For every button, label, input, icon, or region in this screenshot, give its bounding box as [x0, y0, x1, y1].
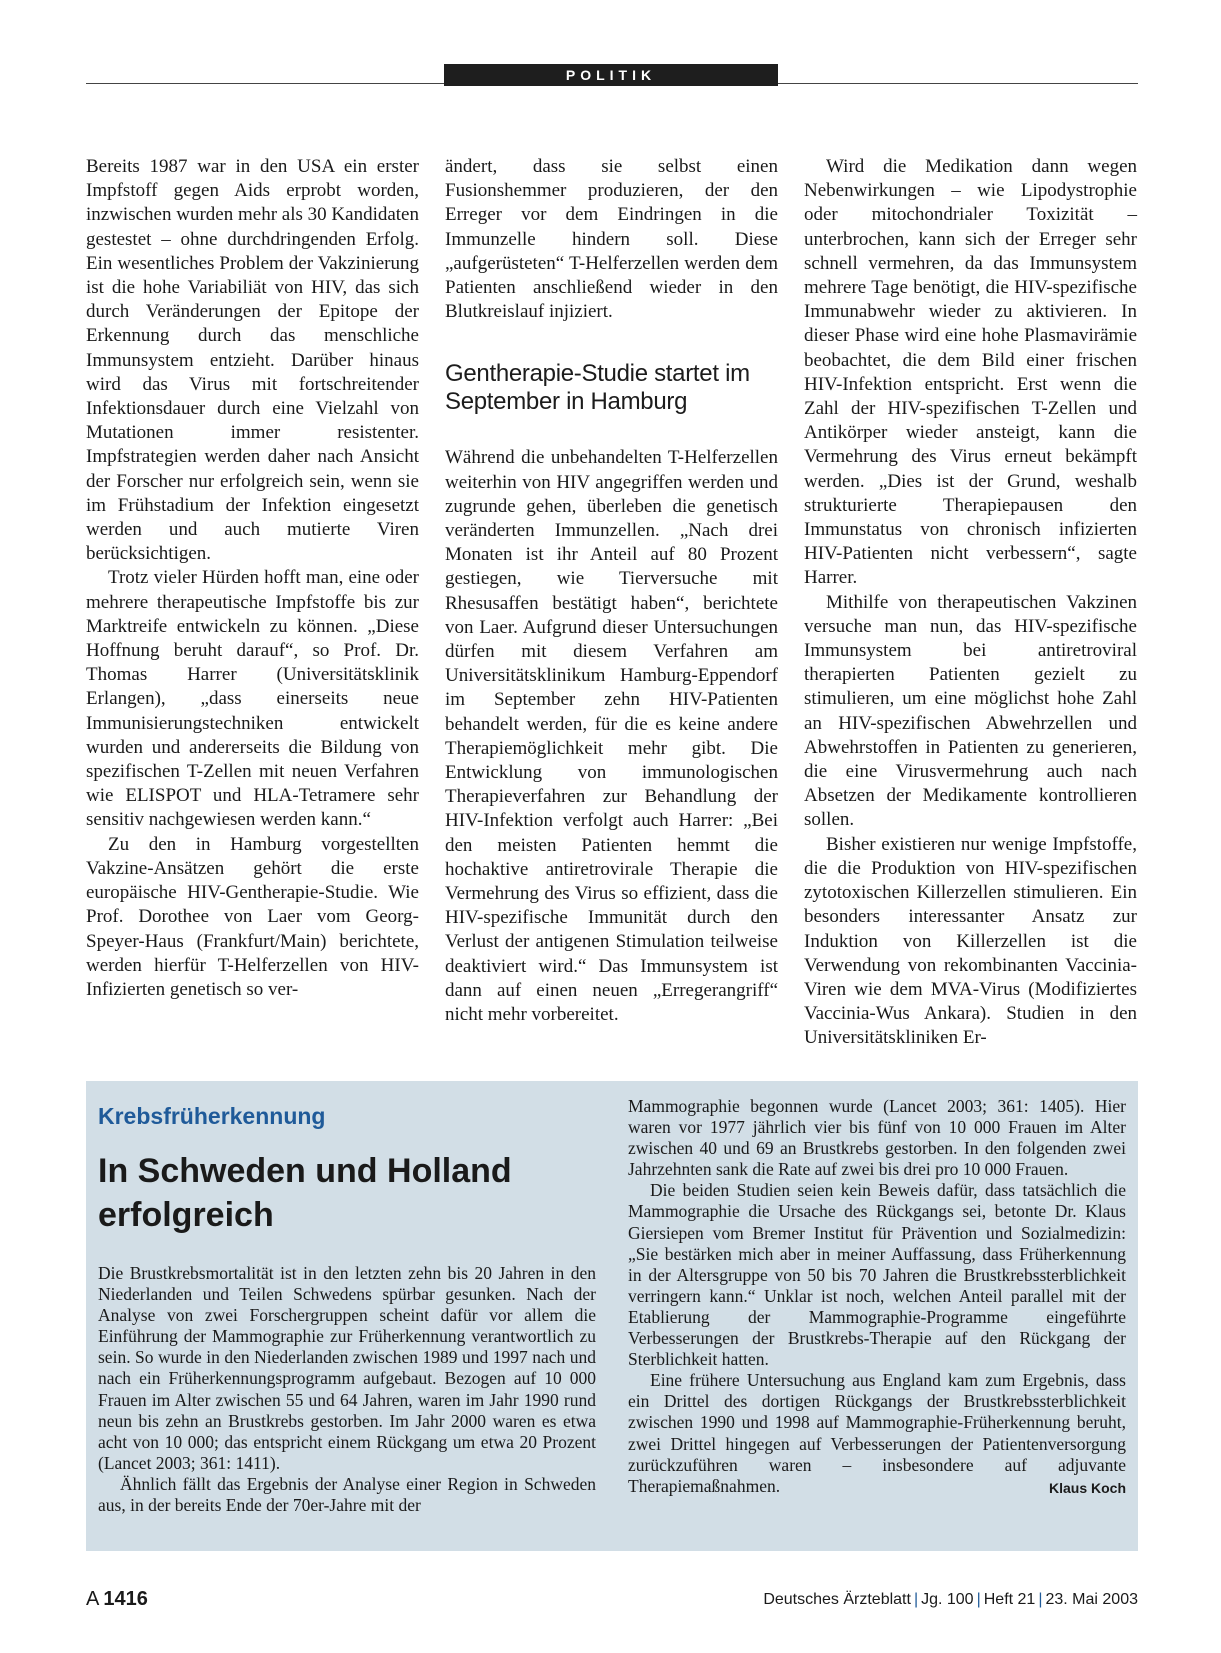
- article-column-1: [86, 155, 419, 1002]
- journal-issue: Heft 21: [983, 1591, 1036, 1608]
- paragraph: Trotz vieler Hürden hofft man, eine oder mehrere therapeutische Impfstoffe bis zur Marktreife entwickeln zu können. „Diese Hoffnung beruht darauf“, so Prof. Dr. Thomas Harrer (Universitätsklinik Erlangen), „dass einerseits neue Immunisierungstechniken entwickelt wurden und andererseits die Bildung von spezifischen T-Zellen mit neuen Verfahren wie ELISPOT und HLA-Tetramere sehr sensitiv nachgewiesen werden kann.“: [86, 567, 419, 831]
- page-number: [86, 1588, 148, 1611]
- paragraph: Wird die Medikation dann wegen Nebenwirkungen – wie Lipodystrophie oder mitochondrialer Toxizität – unterbrochen, kann sich der Erreger sehr schnell vermehren, da das Immunsystem mehrere Tage benötigt, die HIV-spezifische Immunabwehr wieder zu aktivieren. In dieser Phase wird eine hohe Plasmavirämie beobachtet, die dem Bild einer frischen HIV-Infektion entspricht. Erst wenn die Zahl der HIV-spezifischen T-Zellen und Antikörper wieder ansteigt, kann die Vermehrung des Virus erneut bekämpft werden. „Dies ist der Grund, weshalb strukturierte Therapiepausen den Immunstatus von chronisch infizierten HIV-Patienten nicht verbessern“, sagte Harrer.: [804, 156, 1137, 589]
- section-tag: POLITIK: [444, 64, 778, 86]
- paragraph: Mammographie begonnen wurde (Lancet 2003; 361: 1405). Hier waren vor 1977 jährlich vier bis fünf von 10 000 Frauen im Alter zwischen 40 und 69 an Brustkrebs gestorben. In den folgenden zwei Jahrzehnten sank die Rate auf zwei bis drei pro 10 000 Frauen.: [628, 1096, 1126, 1180]
- paragraph-text: Eine frühere Untersuchung aus England kam zum Ergebnis, dass ein Drittel des dortigen Rückgangs der Brustkrebssterblichkeit zwischen 1990 und 1998 auf Mammographie-Früherkennung beruht, zwei Drittel hingegen auf Verbesserungen der Patientenversorgung zurückzuführen waren – insbesondere auf adjuvante Therapiemaßnahmen.: [628, 1370, 1126, 1496]
- journal-name: Deutsches Ärzteblatt: [763, 1591, 911, 1608]
- paragraph: Mithilfe von therapeutischen Vakzinen versuche man nun, das HIV-spezifische Immunsystem bei antiretroviral therapierten Patienten gezielt zu stimulieren, um eine möglichst hohe Zahl an HIV-spezifischen Abwehrzellen und Abwehrstoffen in Patienten zu generieren, die eine Virusvermehrung auch nach Absetzen der Medikamente kontrollieren sollen.: [804, 591, 1137, 831]
- paragraph: Die beiden Studien seien kein Beweis dafür, dass tatsächlich die Mammographie die Ursache des Rückgangs sei, betonte Dr. Klaus Giersiepen vom Bremer Institut für Prävention und Sozialmedizin: „Sie bestärken mich aber in meiner Auffassung, dass Früherkennung in der Altersgruppe von 50 bis 70 Jahren die Brustkrebssterblichkeit verringern kann.“ Unklar ist noch, welchen Anteil parallel mit der Etablierung der Mammographie-Programme eingeführte Verbesserungen der Brustkrebs-Therapie auf den Rückgang der Sterblichkeit hatten.: [628, 1180, 1126, 1370]
- article-column-2: [445, 155, 778, 1027]
- paragraph: Die Brustkrebsmortalität ist in den letzten zehn bis 20 Jahren in den Niederlanden und Teilen Schwedens spürbar gesunken. Nach der Analyse von zwei Forschergruppen scheint dafür vor allem die Einführung der Mammographie zur Früherkennung verantwortlich zu sein. So wurde in den Niederlanden zwischen 1989 und 1997 nach und nach ein Früherkennungsprogramm aufgebaut. Bezogen auf 10 000 Frauen im Alter zwischen 55 und 64 Jahren, waren im Jahr 1990 rund neun bis zehn an Brustkrebs gestorben. Im Jahr 2000 waren es etwa acht von 10 000; das entspricht einem Rückgang um etwa 20 Prozent (Lancet 2003; 361: 1411).: [98, 1263, 596, 1473]
- paragraph: Während die unbehandelten T-Helferzellen weiterhin von HIV angegriffen werden und zugrunde gehen, überleben die genetisch veränderten Immunzellen. „Nach drei Monaten ist ihr Anteil auf 80 Prozent gestiegen, wie Tierversuche mit Rhesusaffen bestätigt haben“, berichtete von Laer. Aufgrund dieser Untersuchungen dürfen mit diesem Verfahren am Universitätsklinikum Hamburg-Eppendorf im September zehn HIV-Patienten behandelt werden, für die es keine andere Therapiemöglichkeit mehr gibt. Die Entwicklung von immunologischen Therapieverfahren zur Behandlung der HIV-Infektion verfolgt auch Harrer: „Bei den meisten Patienten hemmt die hochaktive antiretrovirale Therapie die Vermehrung des Virus so effizient, dass die HIV-spezifische Immunität durch den Verlust der antigenen Stimulation teilweise deaktiviert wird.“ Das Immunsystem ist dann auf einen neuen „Erregerangriff“ nicht mehr vorbereitet.: [445, 447, 778, 1026]
- journal-footer: Deutsches Ärzteblatt | Jg. 100 | Heft 21 | 23. Mai 2003: [763, 1591, 1138, 1608]
- box-column-right: [628, 1096, 1126, 1499]
- box-title: In Schweden und Holland erfolgreich: [98, 1152, 512, 1234]
- paragraph: Bisher existieren nur wenige Impfstoffe, die die Produktion von HIV-spezifischen zytotoxischen Killerzellen stimulieren. Ein besonders interessanter Ansatz zur Induktion von Killerzellen ist die Verwendung von rekombinanten Vaccinia-Viren wie dem MVA-Virus (Modifiziertes Vaccinia-Wus Ankara). Studien in den Universitätskliniken Er-: [804, 833, 1137, 1049]
- paragraph: Bereits 1987 war in den USA ein erster Impfstoff gegen Aids erprobt worden, inzwischen wurden mehr als 30 Kandidaten gestestet – ohne durchdringenden Erfolg. Ein wesentliches Problem der Vakzinierung ist die hohe Variabiliät von HIV, das sich durch Veränderungen der Epitope der Erkennung durch das menschliche Immunsystem entzieht. Darüber hinaus wird das Virus mit fortschreitender Infektionsdauer durch eine Vielzahl von Mutationen immer resistenter. Impfstrategien werden daher nach Ansicht der Forscher nur erfolgreich sein, wenn sie im Frühstadium der Infektion eingesetzt werden und auch mutierte Viren berücksichtigen.: [86, 156, 419, 565]
- box-column-left: [98, 1263, 596, 1516]
- journal-volume: Jg. 100: [921, 1591, 974, 1608]
- paragraph: Zu den in Hamburg vorgestellten Vakzine-Ansätzen gehört die erste europäische HIV-Gentherapie-Studie. Wie Prof. Dorothee von Laer vom Georg-Speyer-Haus (Frankfurt/Main) berichtete, werden hierfür T-Helferzellen von HIV-Infizierten genetisch so ver-: [86, 833, 419, 1000]
- sidebar-box: [86, 1081, 1138, 1551]
- paragraph: ändert, dass sie selbst einen Fusionshemmer produzieren, der den Erreger vor dem Eindringen in die Immunzelle hindern soll. Diese „aufgerüsteten“ T-Helferzellen werden dem Patienten anschließend wieder in den Blutkreislauf injiziert.: [445, 156, 778, 323]
- article-column-3: [804, 155, 1137, 1051]
- box-kicker: Krebsfrüherkennung: [98, 1103, 326, 1129]
- article-subheading: Gentherapie-Studie startet im September in Hamburg: [445, 360, 750, 416]
- author-credit: Klaus Koch: [1048, 1479, 1126, 1496]
- page-number-value: 1416: [103, 1588, 148, 1610]
- paragraph: Ähnlich fällt das Ergebnis der Analyse einer Region in Schweden aus, in der bereits Ende der 70er-Jahre mit der: [98, 1473, 596, 1516]
- journal-date: 23. Mai 2003: [1045, 1591, 1138, 1608]
- page-prefix: A: [86, 1588, 100, 1610]
- paragraph: [628, 1370, 1126, 1497]
